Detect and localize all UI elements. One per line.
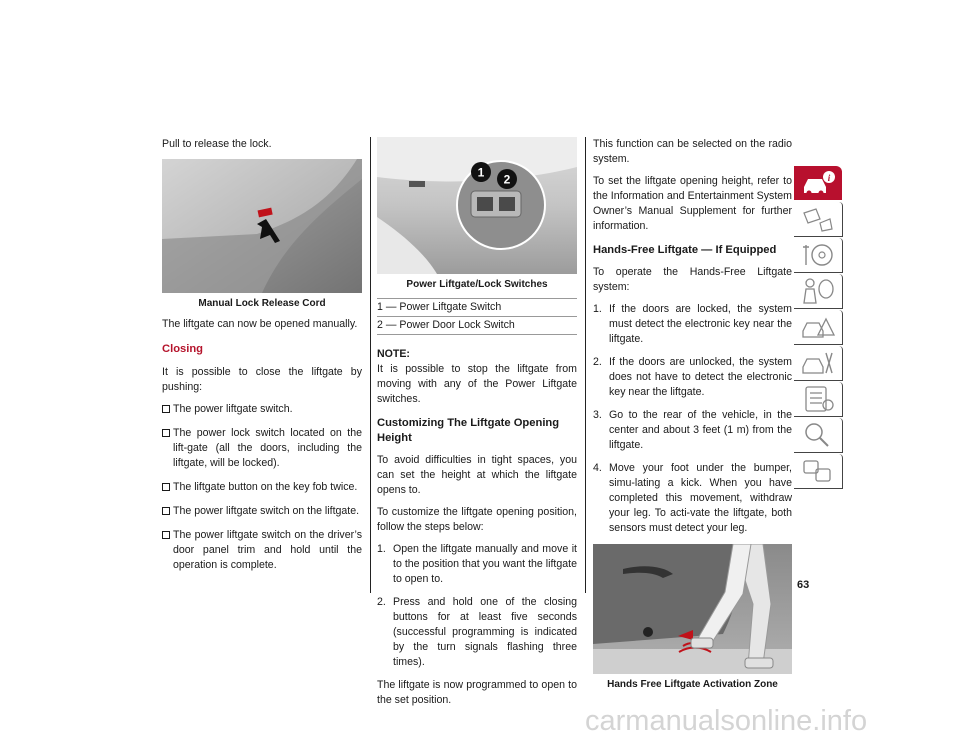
- side-tab-specifications[interactable]: [794, 382, 843, 417]
- specifications-list-icon: [800, 385, 836, 413]
- hands-free-heading: Hands-Free Liftgate — If Equipped: [593, 244, 777, 256]
- language-icon: [800, 457, 836, 485]
- closing-heading: Closing: [162, 343, 204, 355]
- car-info-icon: [800, 169, 836, 197]
- customizing-steps: [377, 542, 577, 670]
- callout-1: 1: [477, 165, 485, 180]
- dashboard-lights-icon: [800, 205, 836, 233]
- customizing-para-3: The liftgate is now programmed to open to the set position.: [377, 679, 577, 706]
- checkbox-bullet-icon: [162, 507, 170, 515]
- checkbox-bullet-icon: [162, 531, 170, 539]
- step-item: 2. Press and hold one of the closing buttons for at least five seconds (successful programming is indicated by the turn signals flashing three times).: [377, 596, 577, 668]
- hands-free-activation-image: [593, 544, 792, 674]
- column-divider: [370, 137, 371, 593]
- customizing-para-2: To customize the liftgate opening position, follow the steps below:: [377, 506, 577, 533]
- page-number: 63: [797, 579, 810, 591]
- figure-3-caption: Hands Free Liftgate Activation Zone: [607, 679, 778, 690]
- closing-bullet-list: [162, 402, 362, 573]
- bullet-item: The power liftgate switch on the driver’s door panel trim and hold until the operation is complete.: [162, 528, 362, 573]
- hands-free-steps: [593, 302, 792, 536]
- footer-watermark: carmanualsonline.info: [585, 705, 868, 737]
- bullet-item: The power liftgate switch.: [162, 402, 362, 417]
- radio-text: This function can be selected on the radio system.: [593, 138, 792, 165]
- note-label: NOTE:: [377, 348, 410, 360]
- side-tab-service[interactable]: [794, 346, 843, 381]
- legend-item-1: 1 — Power Liftgate Switch: [377, 299, 577, 317]
- closing-intro: It is possible to close the liftgate by pushing:: [162, 366, 362, 393]
- column-divider: [585, 137, 586, 593]
- warning-car-icon: [800, 313, 836, 341]
- side-tab-language[interactable]: [794, 454, 843, 489]
- figure-2-legend: [377, 298, 577, 335]
- step-item: 2. If the doors are unlocked, the system does not have to detect the electronic key near the liftgate.: [593, 356, 792, 398]
- intro-text: Pull to release the lock.: [162, 138, 272, 150]
- side-tab-dashboard[interactable]: [794, 202, 843, 237]
- side-tab-steering[interactable]: [794, 238, 843, 273]
- steering-wheel-icon: [800, 241, 836, 269]
- owners-manual-text: To set the liftgate opening height, refer to the Information and Entertainment System Owner’s Manual Supplement for further information.: [593, 175, 792, 232]
- step-item: 1. If the doors are locked, the system must detect the electronic key near the liftgate.: [593, 303, 792, 345]
- checkbox-bullet-icon: [162, 405, 170, 413]
- column-3: [593, 137, 792, 698]
- column-1: [162, 137, 362, 582]
- step-item: 1. Open the liftgate manually and move it to the position that you want the liftgate to open to.: [377, 543, 577, 585]
- figure-1-caption: Manual Lock Release Cord: [198, 298, 326, 309]
- side-tab-index[interactable]: [794, 418, 843, 453]
- svg-text:i: i: [827, 173, 831, 183]
- bullet-item: The liftgate button on the key fob twice.: [162, 480, 362, 495]
- side-tab-emergency[interactable]: [794, 310, 843, 345]
- figure-2-caption: Power Liftgate/Lock Switches: [406, 279, 548, 290]
- step-item: 4. Move your foot under the bumper, simu-lating a kick. When you have completed this movement, withdraw your leg. To acti-vate the liftgate, both sensors must detect your leg.: [593, 462, 792, 534]
- hands-free-intro: To operate the Hands-Free Liftgate system:: [593, 266, 792, 293]
- search-index-icon: [800, 421, 836, 449]
- legend-item-2: 2 — Power Door Lock Switch: [377, 317, 577, 335]
- note-text: It is possible to stop the liftgate from moving with any of the Power Liftgate switches.: [377, 363, 577, 405]
- after-figure-text: The liftgate can now be opened manually.: [162, 318, 358, 330]
- callout-2: 2: [503, 172, 511, 187]
- side-tab-car-info[interactable]: [794, 166, 842, 200]
- manual-lock-release-image: [162, 159, 362, 293]
- service-tools-icon: [800, 349, 836, 377]
- airbag-person-icon: [800, 277, 836, 305]
- bullet-item: The power liftgate switch on the liftgate.: [162, 504, 362, 519]
- checkbox-bullet-icon: [162, 429, 170, 437]
- customizing-heading: Customizing The Liftgate Opening Height: [377, 417, 560, 444]
- power-liftgate-switches-image: [377, 137, 577, 274]
- customizing-para-1: To avoid difficulties in tight spaces, you can set the height at which the liftgate opens to.: [377, 454, 577, 496]
- column-2: [377, 137, 577, 715]
- side-tab-safety[interactable]: [794, 274, 843, 309]
- checkbox-bullet-icon: [162, 483, 170, 491]
- bullet-item: The power lock switch located on the lift-gate (all the doors, including the liftgate, will be locked).: [162, 426, 362, 471]
- step-item: 3. Go to the rear of the vehicle, in the center and about 3 feet (1 m) from the liftgate.: [593, 409, 792, 451]
